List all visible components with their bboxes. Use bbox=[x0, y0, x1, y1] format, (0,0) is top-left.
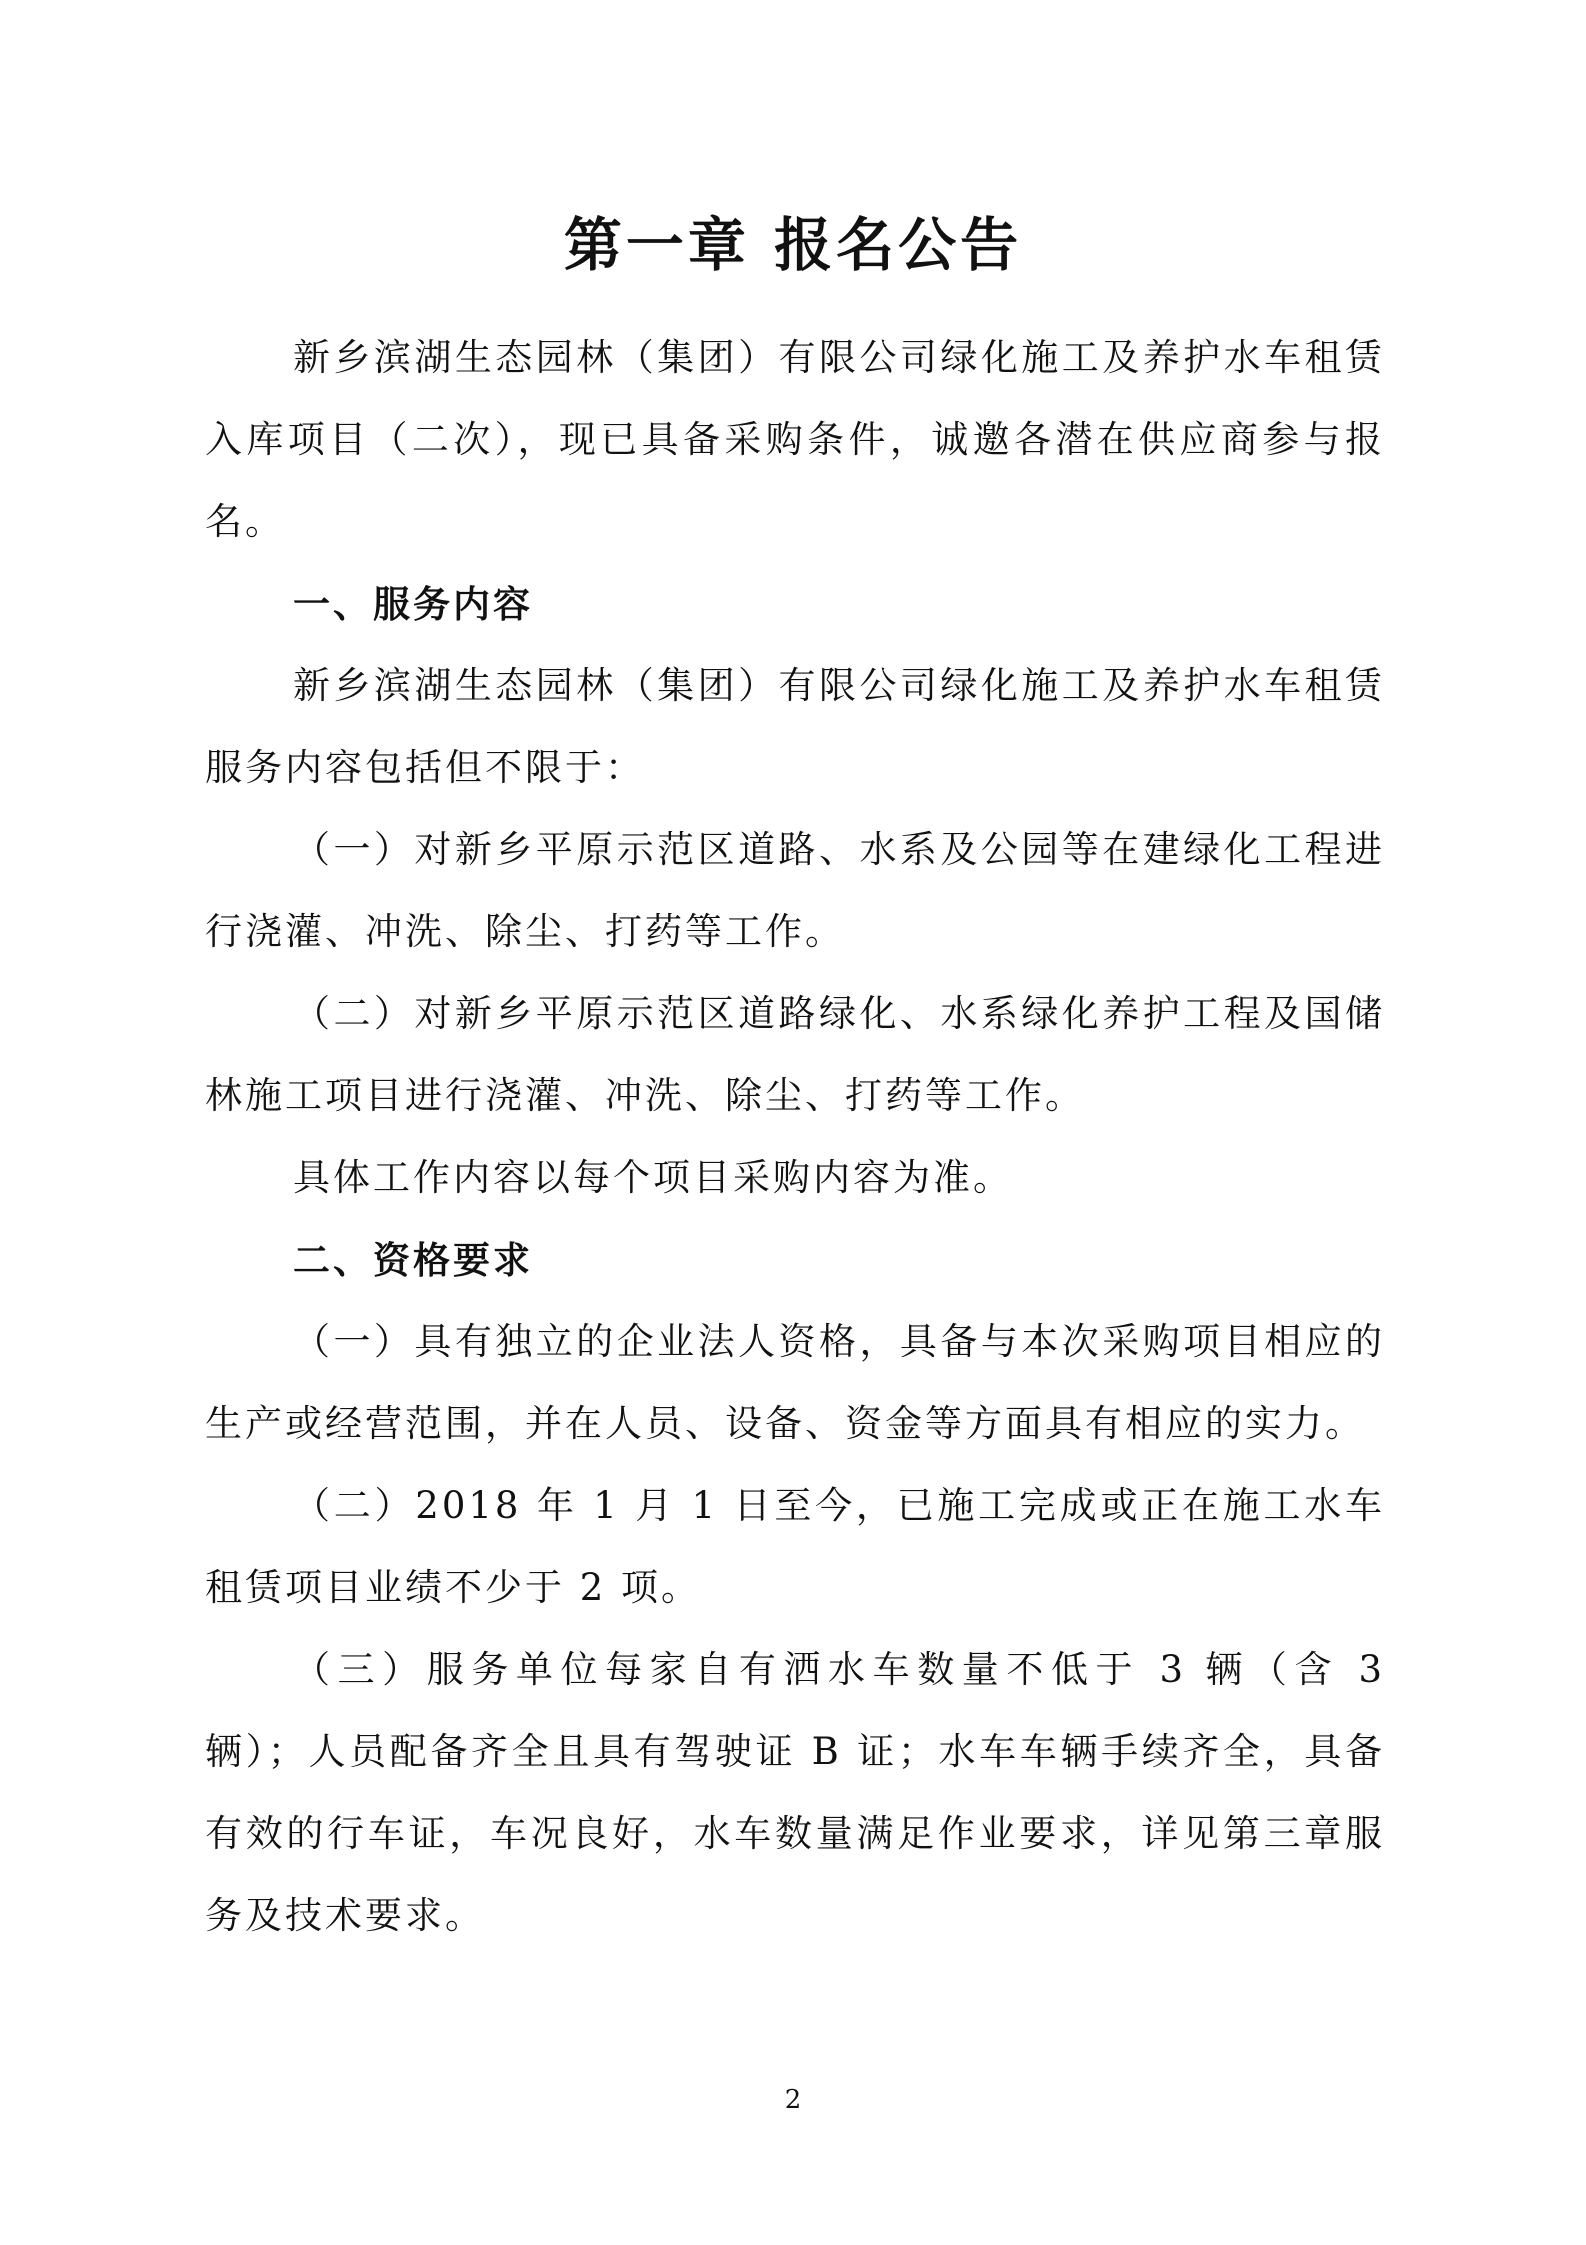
service-paragraph-4: 具体工作内容以每个项目采购内容为准。 bbox=[293, 1156, 1013, 1199]
section-heading-service: 一、服务内容 bbox=[293, 582, 533, 626]
qualification-paragraph-3: （三）服务单位每家自有洒水车数量不低于 3 辆（含 3 辆）；人员配备齐全且具有驾驶证 B 证；水车车辆手续齐全，具备有效的行车证，车况良好，水车数量满足作业要求，详见第三章服务及技术要求。 bbox=[205, 1648, 1385, 1937]
intro-paragraph: 新乡滨湖生态园林（集团）有限公司绿化施工及养护水车租赁入库项目（二次），现已具备采购条件，诚邀各潜在供应商参与报名。 bbox=[205, 336, 1385, 543]
qualification-paragraph-1: （一）具有独立的企业法人资格，具备与本次采购项目相应的生产或经营范围，并在人员、设备、资金等方面具有相应的实力。 bbox=[205, 1320, 1385, 1445]
chapter-title: 第一章 报名公告 bbox=[563, 211, 1023, 279]
service-paragraph-2: （一）对新乡平原示范区道路、水系及公园等在建绿化工程进行浇灌、冲洗、除尘、打药等工作。 bbox=[205, 828, 1385, 953]
service-paragraph-1: 新乡滨湖生态园林（集团）有限公司绿化施工及养护水车租赁服务内容包括但不限于： bbox=[205, 664, 1385, 789]
page-number: 2 bbox=[784, 2085, 802, 2115]
qualification-paragraph-2: （二）2018 年 1 月 1 日至今，已施工完成或正在施工水车租赁项目业绩不少于 2 项。 bbox=[205, 1484, 1385, 1609]
service-paragraph-3: （二）对新乡平原示范区道路绿化、水系绿化养护工程及国储林施工项目进行浇灌、冲洗、除尘、打药等工作。 bbox=[205, 992, 1385, 1117]
section-heading-qualification: 二、资格要求 bbox=[293, 1238, 533, 1282]
document-body bbox=[205, 317, 1385, 1957]
